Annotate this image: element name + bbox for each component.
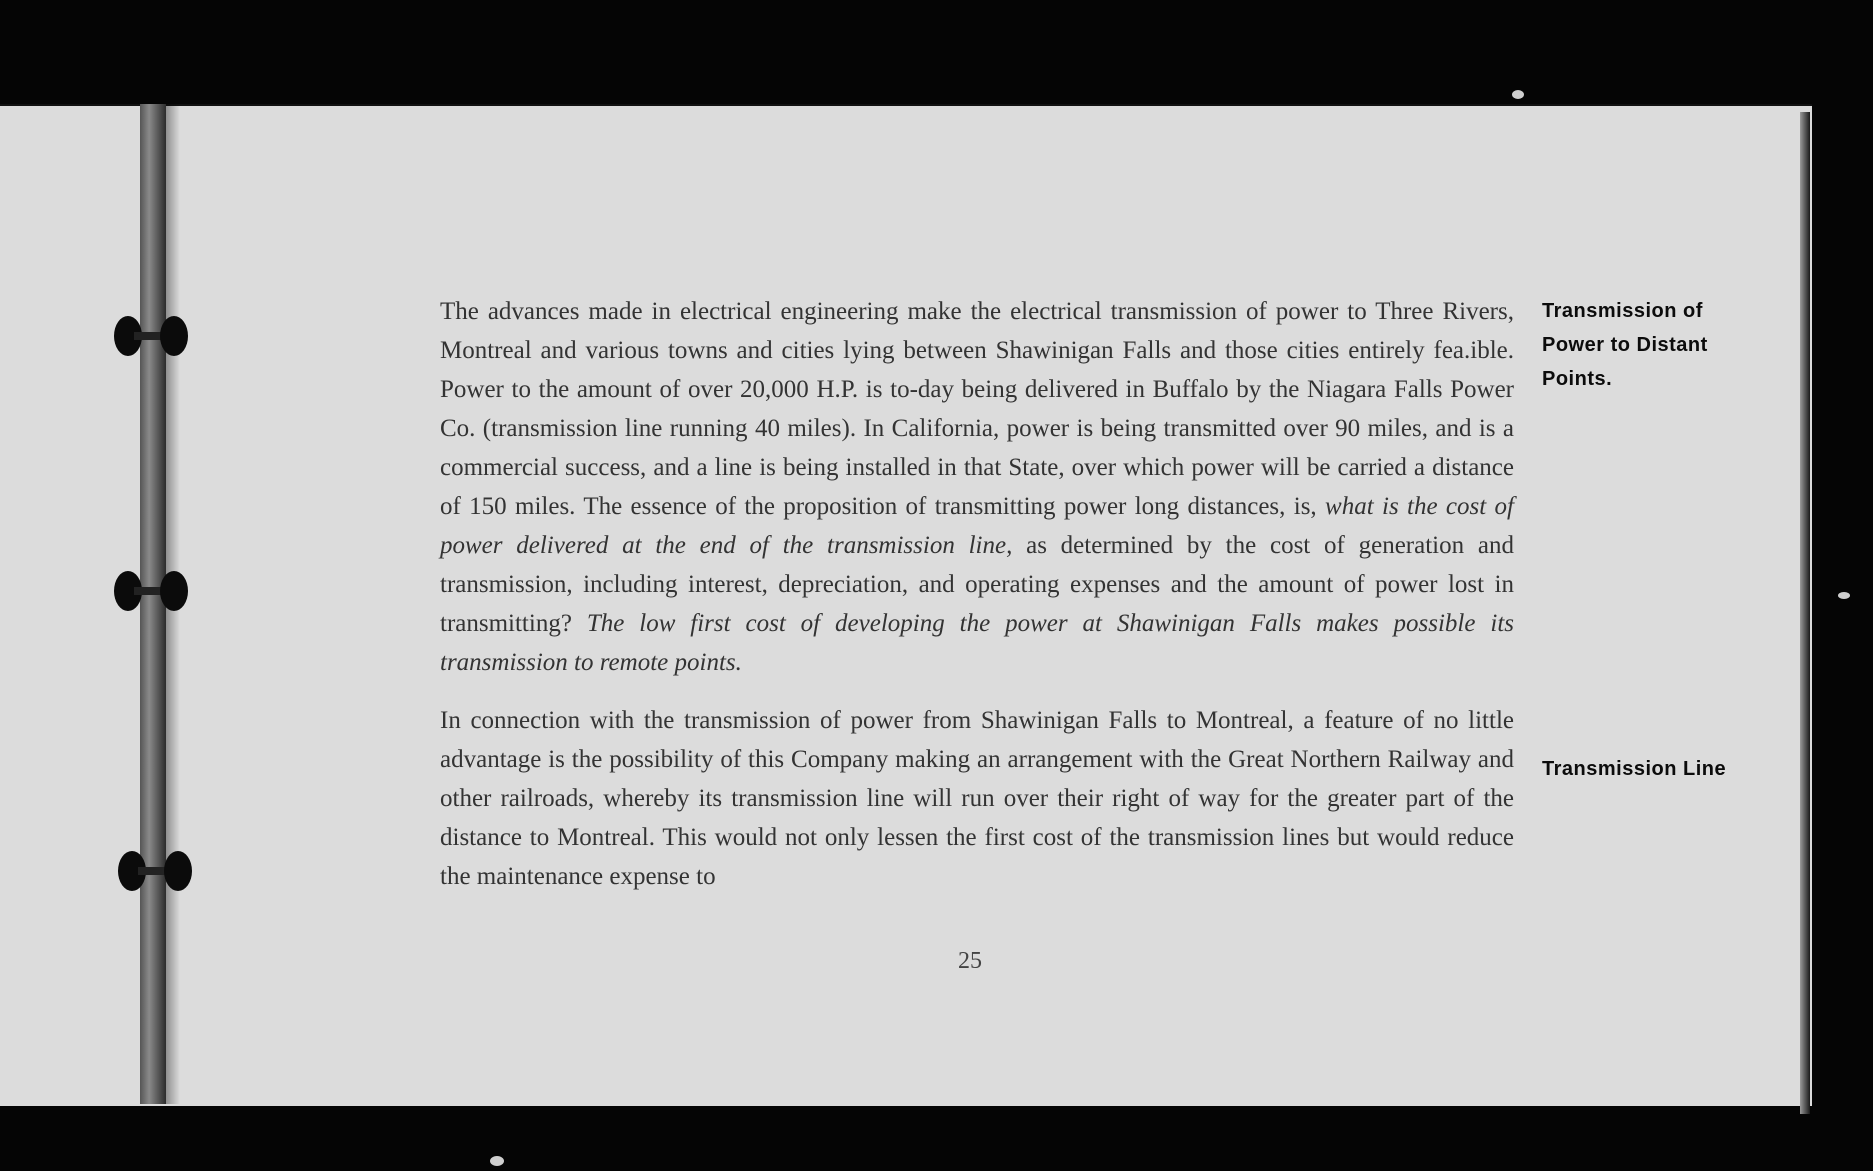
paragraph-text-continued: as determined by the cost of generation and transmission, including interest, depreciation, and operating expenses and the amount of power lost in transmitting? (440, 532, 1514, 637)
binder-ring-bottom (118, 851, 192, 891)
paragraph-transmission-line (440, 701, 1514, 896)
page-edge (1800, 112, 1810, 1114)
paragraph-transmission-distant (440, 292, 1514, 682)
binder-ring-top (114, 316, 188, 356)
scan-speck (1838, 592, 1850, 599)
italic-question: what is the cost of power delivered at the end of the transmission line, (440, 493, 1515, 559)
paragraph-text: The advances made in electrical engineering make the electrical transmission of power to Three Rivers, Montreal and various towns and cities lying between Shawinigan Falls and those cities entirely fea.ible. Power to the amount of over 20,000 H.P. is to-day being delivered in Buffalo by the Niagara Falls Power Co. (transmission line running 40 miles). In California, power is being transmitted over 90 miles, and is a commercial success, and a line is being installed in that State, over which power will be carried a distance of 150 miles. The essence of the proposition of transmitting power long distances, is, (440, 298, 1514, 520)
margin-heading-distant-points: Transmission of Power to Distant Points. (1542, 300, 1708, 390)
page-number: 25 (958, 948, 982, 974)
binder-ring-middle (114, 571, 188, 611)
paragraph-text: In connection with the transmission of power from Shawinigan Falls to Montreal, a feature of no little advantage is the possibility of this Company making an arrangement with the Great Northern Railway and other railroads, whereby its transmission line will run over their right of way for the greater part of the distance to Montreal. This would not only lessen the first cost of the transmission lines but would reduce the maintenance expense to (440, 707, 1514, 890)
margin-heading-transmission-line: Transmission Line (1542, 758, 1727, 780)
scan-speck (1512, 90, 1524, 99)
italic-conclusion: The low first cost of developing the power at Shawinigan Falls makes possible its transmission to remote points. (440, 610, 1514, 676)
scan-speck (490, 1156, 504, 1166)
body-text (440, 292, 1514, 896)
